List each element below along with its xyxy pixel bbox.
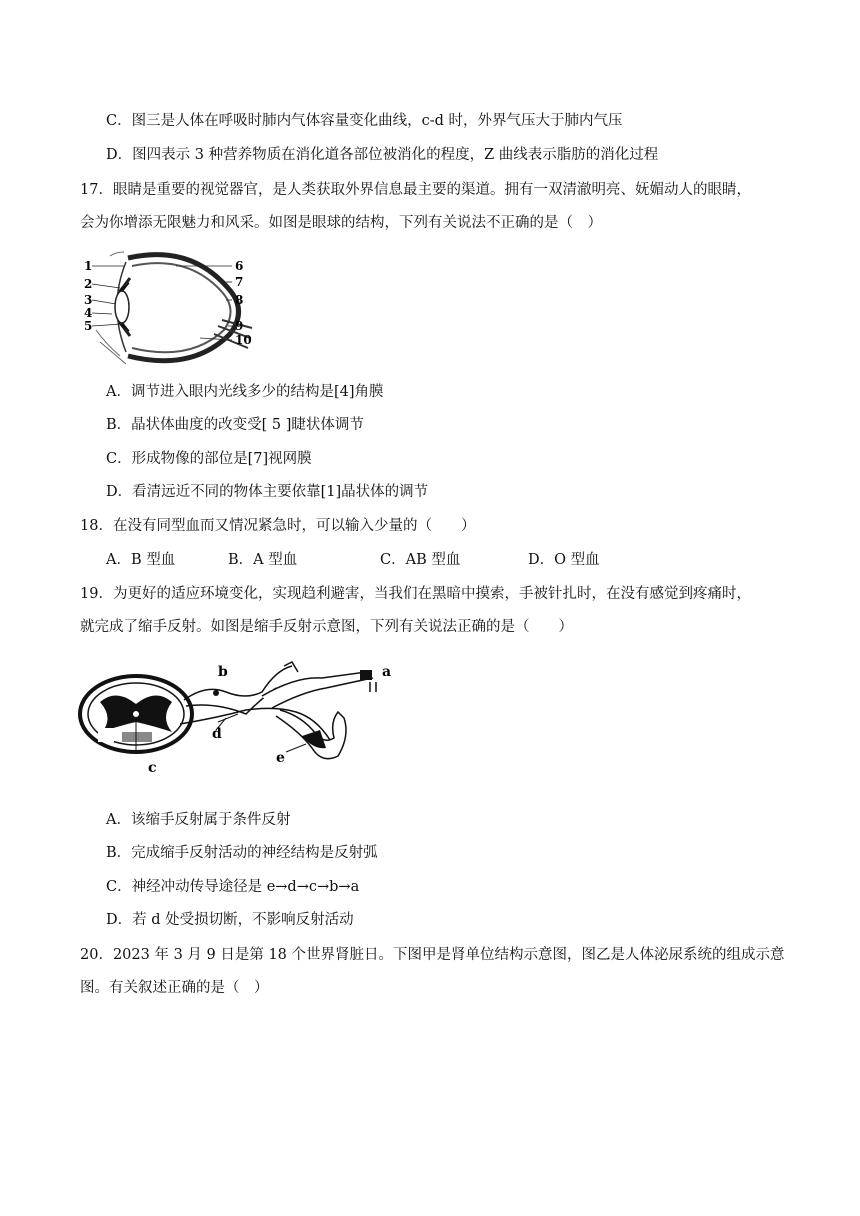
q17-option-c: C．形成物像的部位是[7]视网膜 (106, 451, 312, 467)
q17-option-b: B．晶状体曲度的改变受[ 5 ]睫状体调节 (106, 417, 364, 433)
eye-label-8: 8 (235, 293, 244, 307)
eye-label-10: 10 (235, 333, 252, 347)
q18-option-b: B．A 型血 (228, 552, 298, 568)
eye-label-9: 9 (235, 319, 244, 333)
reflex-label-a: a (382, 664, 392, 680)
q18-option-c: C．AB 型血 (380, 552, 461, 568)
eyeball-diagram (80, 248, 260, 370)
eye-label-3: 3 (84, 293, 93, 307)
q19-option-a: A．该缩手反射属于条件反射 (106, 812, 291, 828)
q19-stem-line2: 就完成了缩手反射。如图是缩手反射示意图，下列有关说法正确的是（ ） (80, 619, 573, 635)
eye-label-4: 4 (84, 306, 93, 320)
eye-label-6: 6 (235, 259, 244, 273)
q17-stem-line1: 17．眼睛是重要的视觉器官，是人类获取外界信息最主要的渠道。拥有一双清澈明亮、妩媚动人的眼睛， (80, 182, 751, 198)
q19-option-c: C．神经冲动传导途径是 e→d→c→b→a (106, 879, 360, 895)
reflex-label-c: c (148, 760, 157, 776)
eye-label-7: 7 (235, 275, 244, 289)
q18-option-d: D．O 型血 (528, 552, 600, 568)
q16-option-c: C．图三是人体在呼吸时肺内气体容量变化曲线，c-d 时，外界气压大于肺内气压 (106, 113, 623, 129)
reflex-label-e: e (276, 750, 285, 766)
reflex-arc-diagram (76, 652, 406, 778)
q19-stem-line1: 19．为更好的适应环境变化，实现趋利避害，当我们在黑暗中摸索，手被针扎时，在没有感觉到疼痛时， (80, 586, 751, 602)
reflex-label-b: b (218, 664, 228, 680)
q19-option-b: B．完成缩手反射活动的神经结构是反射弧 (106, 845, 378, 861)
q17-stem-line2: 会为你增添无限魅力和风采。如图是眼球的结构，下列有关说法不正确的是（ ） (80, 215, 602, 231)
q16-option-d: D．图四表示 3 种营养物质在消化道各部位被消化的程度，Z 曲线表示脂肪的消化过程 (106, 147, 659, 163)
reflex-label-d: d (212, 726, 222, 742)
q19-option-d: D．若 d 处受损切断，不影响反射活动 (106, 912, 354, 928)
q20-stem-line2: 图。有关叙述正确的是（ ） (80, 980, 269, 996)
q17-option-d: D．看清远近不同的物体主要依靠[1]晶状体的调节 (106, 484, 429, 500)
q20-stem-line1: 20．2023 年 3 月 9 日是第 18 个世界肾脏日。下图甲是肾单位结构示意图，图乙是人体泌尿系统的组成示意 (80, 947, 785, 963)
eye-label-1: 1 (84, 259, 93, 273)
q18-option-a: A．B 型血 (106, 552, 176, 568)
eye-label-5: 5 (84, 319, 93, 333)
eye-label-2: 2 (84, 277, 93, 291)
q17-option-a: A．调节进入眼内光线多少的结构是[4]角膜 (106, 384, 384, 400)
q18-stem: 18．在没有同型血而又情况紧急时，可以输入少量的（ ） (80, 518, 476, 534)
